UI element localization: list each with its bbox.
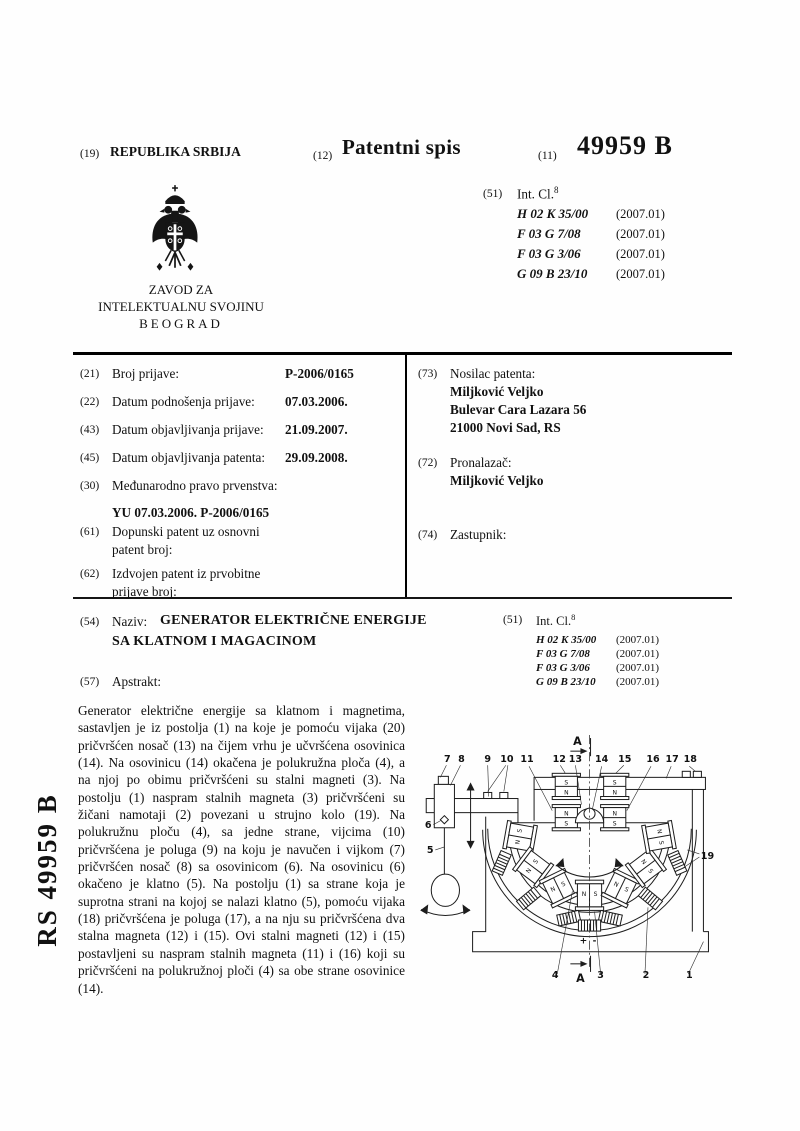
inid-57: (57) bbox=[80, 676, 100, 688]
ipc-version: (2007.01) bbox=[616, 676, 660, 688]
field-label: Zastupnik: bbox=[450, 527, 507, 542]
intcl-sup: 8 bbox=[571, 612, 576, 622]
ref-numeral: 12 bbox=[552, 754, 566, 766]
upper-magnet-stack-left bbox=[552, 773, 580, 799]
pole-letter: N bbox=[655, 828, 663, 835]
pole-letter: S bbox=[516, 828, 524, 834]
ipc-code: F 03 G 3/06 bbox=[517, 246, 581, 261]
inid-51-bottom: (51) bbox=[503, 614, 523, 626]
ipc-version: (2007.01) bbox=[616, 662, 660, 674]
ipc-code: G 09 B 23/10 bbox=[536, 676, 596, 688]
filing-date: 07.03.2006. bbox=[285, 394, 348, 409]
pole-letter: S bbox=[646, 867, 655, 876]
ipc-version: (2007.01) bbox=[616, 648, 660, 660]
ref-numeral: 13 bbox=[568, 754, 583, 766]
title-label: Naziv: bbox=[112, 614, 148, 629]
pole-letter: S bbox=[612, 779, 617, 787]
ref-numeral: 6 bbox=[424, 819, 432, 831]
field-label: patent broj: bbox=[112, 542, 173, 557]
bolt bbox=[484, 792, 492, 798]
inid-62: (62) bbox=[80, 568, 100, 580]
rim-magnet bbox=[642, 821, 677, 854]
svg-text:A: A bbox=[573, 735, 582, 749]
ref-numeral: 9 bbox=[484, 754, 492, 766]
application-number: P-2006/0165 bbox=[285, 366, 354, 381]
coil bbox=[517, 887, 541, 910]
inid-72: (72) bbox=[418, 457, 438, 469]
ipc-version: (2007.01) bbox=[616, 247, 665, 261]
inid-43: (43) bbox=[80, 424, 100, 436]
pole-letter: S bbox=[657, 840, 665, 846]
intcl-row bbox=[517, 205, 665, 223]
intcl-heading-top bbox=[517, 185, 559, 202]
pendulum-bolt bbox=[438, 776, 448, 784]
ipc-code: H 02 K 35/00 bbox=[517, 206, 589, 221]
coil bbox=[492, 851, 511, 876]
field-label: Nosilac patenta: bbox=[450, 366, 536, 381]
ref-numeral: 11 bbox=[520, 754, 534, 766]
intcl-label: Int. Cl. bbox=[536, 614, 572, 629]
invention-title-line2: SA KLATNOM I MAGACINOM bbox=[112, 634, 317, 649]
ref-numeral: 4 bbox=[551, 969, 559, 981]
pole-letter: N bbox=[564, 789, 569, 797]
section-marker-bottom bbox=[570, 956, 590, 984]
ipc-version: (2007.01) bbox=[616, 207, 665, 221]
intcl-row bbox=[517, 225, 665, 243]
pole-letter: N bbox=[612, 789, 617, 797]
office-name-line3: BEOGRAD bbox=[139, 316, 223, 331]
pole-letter: N bbox=[612, 880, 620, 889]
field-label: Broj prijave: bbox=[112, 366, 180, 381]
swing-arrow bbox=[421, 909, 469, 915]
field-label: Dopunski patent uz osnovni bbox=[112, 524, 260, 539]
field-label: prijave broj: bbox=[112, 584, 177, 599]
pendulum-bracket bbox=[434, 784, 454, 827]
bolt bbox=[500, 792, 508, 798]
ipc-version: (2007.01) bbox=[616, 634, 660, 646]
pole-letter: S bbox=[623, 885, 630, 894]
inid-11: (11) bbox=[538, 150, 557, 162]
field-label: Datum podnošenja prijave: bbox=[112, 394, 255, 409]
intcl-row bbox=[536, 672, 659, 690]
bibliographic-table bbox=[73, 352, 732, 599]
ref-numeral: 2 bbox=[642, 969, 650, 981]
inid-54: (54) bbox=[80, 616, 100, 628]
field-label: Izdvojen patent iz prvobitne bbox=[112, 566, 261, 581]
application-publication-date: 21.09.2007. bbox=[285, 422, 348, 437]
patent-figure bbox=[413, 732, 761, 984]
inid-74: (74) bbox=[418, 529, 438, 541]
field-label: Datum objavljivanja prijave: bbox=[112, 422, 264, 437]
patentee-name: Miljković Veljko bbox=[450, 384, 544, 399]
pole-letter: N bbox=[549, 885, 557, 894]
priority-data: YU 07.03.2006. P-2006/0165 bbox=[112, 505, 270, 520]
field-label: Pronalazač: bbox=[450, 455, 512, 470]
coil bbox=[668, 851, 687, 876]
ref-numeral: 3 bbox=[597, 969, 604, 981]
ipc-version: (2007.01) bbox=[616, 267, 665, 281]
pole-letter: S bbox=[593, 890, 598, 898]
coat-of-arms bbox=[146, 183, 204, 281]
upper-magnet-stack-right bbox=[601, 773, 629, 799]
publication-number: 49959 B bbox=[577, 131, 673, 160]
ref-numeral: 15 bbox=[618, 754, 632, 766]
ref-numeral: 16 bbox=[646, 754, 660, 766]
invention-title-line1: GENERATOR ELEKTRIČNE ENERGIJE bbox=[160, 613, 427, 628]
inid-51-top: (51) bbox=[483, 188, 503, 200]
inventor-name: Miljković Veljko bbox=[450, 473, 544, 488]
office-name-line1: ZAVOD ZA bbox=[148, 282, 214, 297]
pole-letter: S bbox=[612, 820, 617, 828]
ref-numeral: 1 bbox=[685, 969, 693, 981]
ipc-code: F 03 G 7/08 bbox=[536, 648, 590, 660]
pole-letter: S bbox=[564, 779, 569, 787]
pole-letter: N bbox=[524, 867, 534, 875]
coil bbox=[638, 887, 662, 910]
patentee-city: 21000 Novi Sad, RS bbox=[450, 420, 561, 435]
pole-letter: S bbox=[564, 820, 569, 828]
office-name-line2: INTELEKTUALNU SVOJINU bbox=[98, 299, 264, 314]
svg-text:A: A bbox=[576, 971, 585, 984]
inid-22: (22) bbox=[80, 396, 100, 408]
inid-45: (45) bbox=[80, 452, 100, 464]
patentee-street: Bulevar Cara Lazara 56 bbox=[450, 402, 587, 417]
pole-letter: N bbox=[639, 858, 648, 867]
plus-sign: + bbox=[579, 936, 588, 947]
inid-61: (61) bbox=[80, 526, 100, 538]
minus-sign: - bbox=[592, 936, 597, 947]
intcl-row bbox=[517, 245, 665, 263]
inid-12: (12) bbox=[313, 150, 333, 162]
ipc-code: H 02 K 35/00 bbox=[536, 634, 597, 646]
ref-numeral: 18 bbox=[683, 754, 697, 766]
pole-letter: S bbox=[560, 880, 567, 889]
inid-30: (30) bbox=[80, 480, 100, 492]
ref-numeral: 17 bbox=[665, 754, 679, 766]
ref-numeral: 7 bbox=[444, 754, 451, 766]
pendulum-bob bbox=[431, 874, 459, 906]
pole-letter: N bbox=[514, 839, 522, 846]
section-marker-top bbox=[570, 735, 590, 756]
ref-numeral: 5 bbox=[426, 844, 434, 856]
column-divider bbox=[405, 355, 407, 597]
ref-numeral: 10 bbox=[500, 754, 514, 766]
ipc-version: (2007.01) bbox=[616, 227, 665, 241]
bolt bbox=[693, 771, 701, 777]
side-publication-label: RS 49959 B bbox=[32, 793, 62, 947]
ipc-code: F 03 G 7/08 bbox=[517, 226, 581, 241]
ref-numeral: 14 bbox=[594, 754, 609, 766]
inid-19: (19) bbox=[80, 148, 100, 160]
ipc-code: G 09 B 23/10 bbox=[517, 266, 588, 281]
field-label: Datum objavljivanja patenta: bbox=[112, 450, 266, 465]
bolt bbox=[682, 771, 690, 777]
coil bbox=[598, 910, 622, 926]
intcl-label: Int. Cl. bbox=[517, 186, 554, 202]
country-name: REPUBLIKA SRBIJA bbox=[110, 144, 241, 159]
pole-letter: S bbox=[532, 858, 540, 866]
ref-numeral: 19 bbox=[700, 851, 715, 863]
field-label: Međunarodno pravo prvenstva: bbox=[112, 478, 278, 493]
ipc-code: F 03 G 3/06 bbox=[536, 662, 590, 674]
patent-publication-date: 29.09.2008. bbox=[285, 450, 348, 465]
intcl-row bbox=[517, 265, 665, 283]
document-kind: Patentni spis bbox=[342, 135, 461, 159]
inid-73: (73) bbox=[418, 368, 438, 380]
pole-letter: N bbox=[564, 810, 569, 818]
abstract-text: Generator električne energije sa klatnom i magnetima, sastavljen je iz postolja (1) na koje je pomoću vijaka (20) pričvršćen nosač (13) na čijem vrhu je učvršćena osovinica (14). Na osovinicu (14) okačena je polukružna ploča (4), a na njoj po obimu pričvršćeni su stalni magneti (3). Na postolju (1) naspram stalnih magneta (3) pričvršćeni su žičani namotaji (2) povezani u strujno kolo (19). Na polukružnu ploču (4), sa jedne strane, vijcima (10) pričvršćena je poluga (9) na koju je navučen i vijkom (7) pričvršćen nosač (8) sa osovinicom (6). Na osovinicu (6) okačeno je klatno (5). Na postolju (1) sa strane koja je suprotna strani na kojoj se nalazi klatno (5), pomoću vijaka (18) pričvršćena je poluga (17), a na nju su pričvršćena dva stalna magneta (12) i (15). Ovi stalni magneti (12) i (15) postavljeni su naspram stalnih magneta (11) i (16) koji su pričvršćeni na polukružnoj ploči (4) sa obe strane osovinice (14). bbox=[78, 703, 405, 996]
pole-letter: N bbox=[581, 890, 587, 898]
ref-numeral: 8 bbox=[458, 754, 465, 766]
intcl-heading-bottom bbox=[536, 612, 575, 629]
abstract-label: Apstrakt: bbox=[112, 674, 162, 689]
lower-magnet-stack-right bbox=[601, 805, 629, 831]
inid-21: (21) bbox=[80, 368, 100, 380]
intcl-sup: 8 bbox=[554, 185, 559, 195]
pole-letter: N bbox=[612, 810, 617, 818]
